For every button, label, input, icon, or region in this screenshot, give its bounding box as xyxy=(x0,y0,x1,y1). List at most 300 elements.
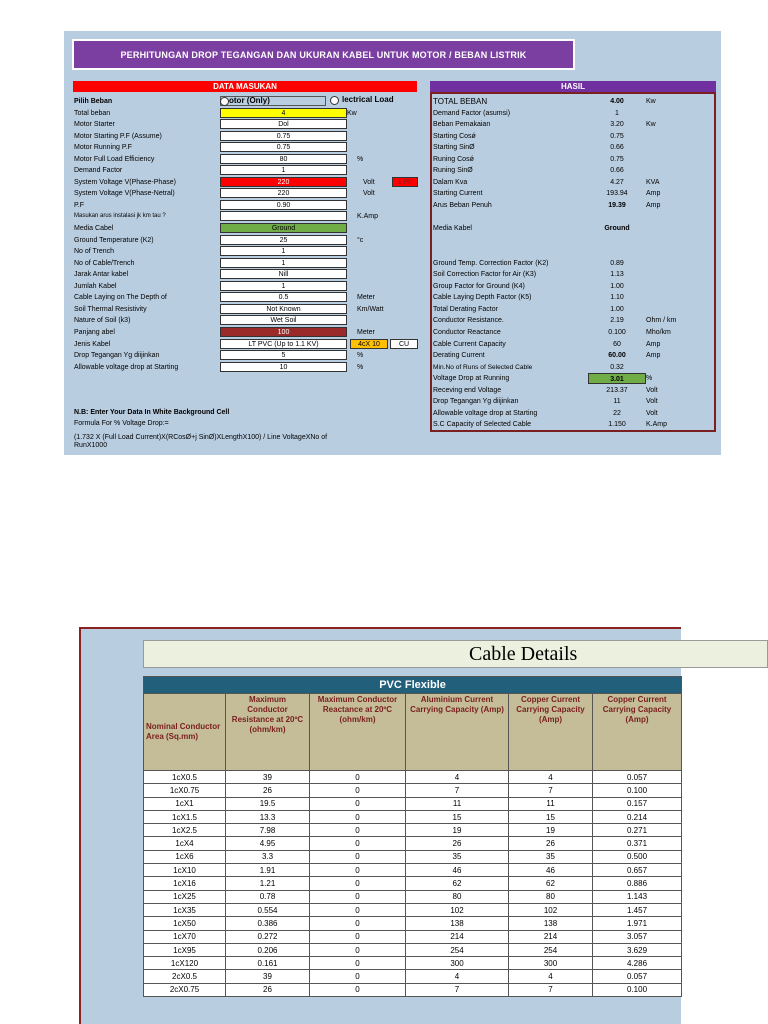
table-cell: 0.161 xyxy=(226,957,310,970)
result-label: Conductor Reactance xyxy=(433,329,501,336)
input-field[interactable]: 10 xyxy=(220,362,347,372)
electrical-load-label: lectrical Load xyxy=(342,95,394,104)
calculator-sheet xyxy=(64,31,721,455)
radio-icon[interactable] xyxy=(330,96,339,105)
table-cell: 7 xyxy=(509,983,593,996)
column-header: Aluminium Current Carrying Capacity (Amp) xyxy=(406,694,509,771)
result-label: TOTAL BEBAN xyxy=(433,97,488,106)
result-label: Drop Tegangan Yg diijinkan xyxy=(433,398,519,406)
input-field[interactable]: 0.75 xyxy=(220,131,347,141)
input-field[interactable]: 1 xyxy=(220,165,347,175)
table-row xyxy=(144,864,682,877)
result-label: Min.No of Runs of Selected Cable xyxy=(433,363,533,371)
table-cell: 0 xyxy=(310,771,406,784)
table-row xyxy=(144,837,682,850)
input-row xyxy=(73,108,430,120)
input-row xyxy=(73,142,430,154)
table-cell: 0.386 xyxy=(226,917,310,930)
result-row xyxy=(432,235,718,247)
table-cell: 0.157 xyxy=(593,797,682,810)
table-cell: 0 xyxy=(310,943,406,956)
input-row xyxy=(73,177,430,189)
result-row xyxy=(432,154,718,166)
result-row xyxy=(432,281,718,293)
table-cell: 0 xyxy=(310,903,406,916)
input-field[interactable]: Nill xyxy=(220,269,347,279)
input-field[interactable]: 1 xyxy=(220,246,347,256)
table-cell: 138 xyxy=(406,917,509,930)
input-field[interactable]: 5 xyxy=(220,350,347,360)
table-cell: 19 xyxy=(406,824,509,837)
result-label: Demand Factor (asumsi) xyxy=(433,109,511,117)
result-label: Dalam Kva xyxy=(433,178,468,186)
input-field[interactable]: 100 xyxy=(220,327,347,337)
table-cell: 2cX0.75 xyxy=(144,983,226,996)
result-unit: Amp xyxy=(646,201,661,209)
result-value: 1.00 xyxy=(610,282,624,290)
result-row xyxy=(432,315,718,327)
table-cell: 0.272 xyxy=(226,930,310,943)
input-unit: % xyxy=(357,352,364,360)
table-cell: 4.286 xyxy=(593,957,682,970)
table-cell: 11 xyxy=(509,797,593,810)
table-cell: 0.214 xyxy=(593,810,682,823)
input-row xyxy=(73,350,430,362)
table-cell: 3.057 xyxy=(593,930,682,943)
input-label: Demand Factor xyxy=(74,167,123,175)
table-cell: 15 xyxy=(406,810,509,823)
input-field[interactable]: 1 xyxy=(220,281,347,291)
table-cell: 4 xyxy=(509,771,593,784)
result-panel xyxy=(430,92,716,432)
result-row xyxy=(432,269,718,281)
table-cell: 3.3 xyxy=(226,850,310,863)
input-label: Jumlah Kabel xyxy=(74,282,117,290)
input-label: Panjang abel xyxy=(74,328,115,336)
load-type-label: Pilih Beban xyxy=(74,98,113,105)
input-label: Motor Starting P.F (Assume) xyxy=(74,132,162,140)
result-label: Receving end Voltage xyxy=(433,386,502,394)
result-label: Starting SinØ xyxy=(433,144,475,152)
result-label: Cable Laying Depth Factor (K5) xyxy=(433,294,532,302)
input-row xyxy=(73,235,430,247)
result-row xyxy=(432,362,718,374)
result-unit: Kw xyxy=(646,121,656,129)
input-label: Jarak Antar kabel xyxy=(74,271,129,279)
motor-only-option[interactable] xyxy=(220,96,326,106)
table-cell: 1.21 xyxy=(226,877,310,890)
input-unit: % xyxy=(357,363,364,371)
table-cell: 7 xyxy=(406,784,509,797)
table-cell: 4 xyxy=(406,771,509,784)
input-row xyxy=(73,223,430,235)
table-row xyxy=(144,917,682,930)
input-label: Allowable voltage drop at Starting xyxy=(74,363,179,371)
result-label: S.C Capacity of Selected Cable xyxy=(433,421,532,429)
result-unit: Amp xyxy=(646,340,661,348)
table-cell: 300 xyxy=(406,957,509,970)
table-row xyxy=(144,957,682,970)
input-unit: % xyxy=(357,155,364,163)
table-cell: 254 xyxy=(509,943,593,956)
input-row xyxy=(73,362,430,374)
table-cell: 39 xyxy=(226,771,310,784)
table-row xyxy=(144,983,682,996)
table-cell: 62 xyxy=(406,877,509,890)
table-cell: 0.78 xyxy=(226,890,310,903)
table-cell: 0.057 xyxy=(593,970,682,983)
input-row xyxy=(73,327,430,339)
result-value: 19.39 xyxy=(608,201,626,209)
table-cell: 1cX70 xyxy=(144,930,226,943)
table-cell: 4 xyxy=(509,970,593,983)
input-label: System Voltage V(Phase-Phase) xyxy=(74,178,176,186)
result-row xyxy=(432,327,718,339)
table-cell: 62 xyxy=(509,877,593,890)
table-cell: 0 xyxy=(310,970,406,983)
result-value: Ground xyxy=(604,225,630,233)
table-cell: 39 xyxy=(226,970,310,983)
note-line-2: Formula For % Voltage Drop:= xyxy=(74,420,169,427)
input-row xyxy=(73,339,430,351)
table-cell: 19 xyxy=(509,824,593,837)
result-row xyxy=(432,108,718,120)
column-header: Copper Current Carrying Capacity (Amp) xyxy=(509,694,593,771)
result-value: 3.20 xyxy=(610,121,624,129)
table-cell: 214 xyxy=(509,930,593,943)
input-section-header: DATA MASUKAN xyxy=(73,81,417,92)
table-cell: 1cX1.5 xyxy=(144,810,226,823)
input-field[interactable]: 0.5 xyxy=(220,292,347,302)
table-row xyxy=(144,850,682,863)
table-cell: 0 xyxy=(310,930,406,943)
input-label: Motor Starter xyxy=(74,121,115,129)
table-cell: 1cX120 xyxy=(144,957,226,970)
result-row xyxy=(432,258,718,270)
table-cell: 46 xyxy=(509,864,593,877)
result-row xyxy=(432,339,718,351)
table-cell: 1cX95 xyxy=(144,943,226,956)
result-value: 213.37 xyxy=(606,386,628,394)
input-row xyxy=(73,200,430,212)
input-field[interactable]: 0.90 xyxy=(220,200,347,210)
table-cell: 214 xyxy=(406,930,509,943)
column-header: Copper Current Carrying Capacity (Amp) xyxy=(593,694,682,771)
result-label: Conductor Resistance. xyxy=(433,317,504,325)
input-label: Cable Laying on The Depth of xyxy=(74,294,167,302)
input-row xyxy=(73,269,430,281)
input-label: Jenis Kabel xyxy=(74,340,111,348)
input-unit: Kw xyxy=(347,109,357,117)
input-row xyxy=(73,292,430,304)
result-row xyxy=(432,408,718,420)
result-label: Group Factor for Ground (K4) xyxy=(433,282,525,290)
table-row xyxy=(144,824,682,837)
result-label: Beban Pemakaian xyxy=(433,121,491,129)
table-cell: 102 xyxy=(509,903,593,916)
table-cell: 19.5 xyxy=(226,797,310,810)
column-header: Maximum Conductor Reactance at 20ºC (ohm/km) xyxy=(310,694,406,771)
result-label: Ground Temp. Correction Factor (K2) xyxy=(433,259,549,267)
table-row xyxy=(144,810,682,823)
input-field[interactable]: Wet Soil xyxy=(220,315,347,325)
input-row xyxy=(73,165,430,177)
table-cell: 80 xyxy=(509,890,593,903)
table-cell: 0.500 xyxy=(593,850,682,863)
table-row xyxy=(144,771,682,784)
result-value: 1.13 xyxy=(610,271,624,279)
result-label: Soil Correction Factor for Air (K3) xyxy=(433,271,537,279)
input-row xyxy=(73,304,430,316)
input-field[interactable]: 80 xyxy=(220,154,347,164)
result-row xyxy=(432,119,718,131)
table-row xyxy=(144,877,682,890)
table-cell: 0.371 xyxy=(593,837,682,850)
result-label: Media Kabel xyxy=(433,225,472,233)
phase-selector[interactable]: 1 Ph xyxy=(392,177,418,187)
result-value: 0.89 xyxy=(610,259,624,267)
table-cell: 1.143 xyxy=(593,890,682,903)
input-label: Soil Thermal Resistivity xyxy=(74,305,147,313)
table-cell: 0 xyxy=(310,797,406,810)
result-row xyxy=(432,200,718,212)
table-cell: 13.3 xyxy=(226,810,310,823)
table-cell: 0.206 xyxy=(226,943,310,956)
cable-details-title: Cable Details xyxy=(143,640,768,668)
result-value: 0.66 xyxy=(610,167,624,175)
table-cell: 35 xyxy=(509,850,593,863)
input-field[interactable]: 220 xyxy=(220,177,347,187)
table-caption: PVC Flexible xyxy=(144,677,682,694)
table-cell: 1.971 xyxy=(593,917,682,930)
table-cell: 0.057 xyxy=(593,771,682,784)
input-label: Motor Full Load Efficiency xyxy=(74,155,155,163)
result-row xyxy=(432,350,718,362)
table-cell: 0 xyxy=(310,784,406,797)
input-label: Nature of Soil (k3) xyxy=(74,317,131,325)
table-cell: 1cX1 xyxy=(144,797,226,810)
input-row xyxy=(73,315,430,327)
input-label: Motor Running P.F xyxy=(74,144,132,152)
table-row xyxy=(144,903,682,916)
table-cell: 1cX16 xyxy=(144,877,226,890)
input-field[interactable]: 25 xyxy=(220,235,347,245)
table-cell: 300 xyxy=(509,957,593,970)
result-row xyxy=(432,165,718,177)
table-cell: 0.271 xyxy=(593,824,682,837)
table-cell: 26 xyxy=(226,784,310,797)
cable-size-cell[interactable]: 4cX 10 xyxy=(350,339,388,349)
result-label: Starting Current xyxy=(433,190,483,198)
electrical-load-option[interactable] xyxy=(330,96,442,106)
table-cell: 1cX4 xyxy=(144,837,226,850)
input-label: No of Cable/Trench xyxy=(74,259,135,267)
table-cell: 0.886 xyxy=(593,877,682,890)
result-value: 1.150 xyxy=(608,421,626,429)
table-cell: 0.100 xyxy=(593,983,682,996)
input-row xyxy=(73,119,430,131)
input-label: No of Trench xyxy=(74,248,115,256)
table-cell: 0.657 xyxy=(593,864,682,877)
note-line-3: (1.732 X (Full Load Current)X(RCosØ+j SinØ)XLengthX100) / Line VoltageXNo of RunX1000 xyxy=(74,434,328,449)
table-row xyxy=(144,943,682,956)
result-row xyxy=(432,373,718,385)
result-unit: Amp xyxy=(646,352,661,360)
result-label: Arus Beban Penuh xyxy=(433,201,492,209)
input-label: System Voltage V(Phase-Netral) xyxy=(74,190,175,198)
result-row xyxy=(432,419,718,431)
table-cell: 0 xyxy=(310,983,406,996)
table-cell: 0 xyxy=(310,810,406,823)
table-row xyxy=(144,797,682,810)
table-cell: 0 xyxy=(310,864,406,877)
table-cell: 1cX25 xyxy=(144,890,226,903)
result-value: 3.01 xyxy=(588,373,646,384)
result-row xyxy=(432,304,718,316)
input-field[interactable] xyxy=(220,211,347,221)
result-label: Cable Current Capacity xyxy=(433,340,506,348)
table-cell: 1cX50 xyxy=(144,917,226,930)
table-cell: 11 xyxy=(406,797,509,810)
input-unit: Volt xyxy=(363,190,375,198)
result-unit: Volt xyxy=(646,386,658,394)
result-value: 4.27 xyxy=(610,178,624,186)
table-cell: 0.554 xyxy=(226,903,310,916)
table-cell: 1.457 xyxy=(593,903,682,916)
input-field[interactable]: Not Known xyxy=(220,304,347,314)
result-row xyxy=(432,223,718,235)
table-cell: 254 xyxy=(406,943,509,956)
result-label: Voltage Drop at Running xyxy=(433,375,510,383)
table-cell: 138 xyxy=(509,917,593,930)
result-value: 1 xyxy=(615,109,619,117)
result-label: Derating Current xyxy=(433,352,485,360)
table-cell: 15 xyxy=(509,810,593,823)
result-value: 0.32 xyxy=(610,363,624,371)
input-label: Drop Tegangan Yg diijinkan xyxy=(74,352,160,360)
load-type-row xyxy=(73,96,430,108)
motor-only-label: otor (Only) xyxy=(229,96,270,105)
table-cell: 0.100 xyxy=(593,784,682,797)
input-row xyxy=(73,246,430,258)
table-cell: 3.629 xyxy=(593,943,682,956)
result-value: 60 xyxy=(613,340,621,348)
radio-icon[interactable] xyxy=(220,97,229,106)
table-cell: 0 xyxy=(310,957,406,970)
input-field[interactable]: 4 xyxy=(220,108,347,118)
result-unit: Kw xyxy=(646,98,656,105)
input-label: Media Cabel xyxy=(74,225,114,232)
input-row xyxy=(73,188,430,200)
result-value: 4.00 xyxy=(610,98,624,105)
result-value: 1.10 xyxy=(610,294,624,302)
result-label: Total Derating Factor xyxy=(433,305,498,313)
result-label: Runing SinØ xyxy=(433,167,473,175)
table-row xyxy=(144,784,682,797)
column-header: Nominal Conductor Area (Sq.mm) xyxy=(144,694,226,771)
result-value: 0.75 xyxy=(610,155,624,163)
result-section-header: HASIL xyxy=(430,81,716,92)
result-row xyxy=(432,385,718,397)
result-row xyxy=(432,246,718,258)
table-cell: 0 xyxy=(310,890,406,903)
result-row xyxy=(432,142,718,154)
table-cell: 1.91 xyxy=(226,864,310,877)
table-cell: 1cX0.5 xyxy=(144,771,226,784)
table-cell: 35 xyxy=(406,850,509,863)
table-cell: 102 xyxy=(406,903,509,916)
input-unit: Km/Watt xyxy=(357,305,384,313)
input-field[interactable]: 1 xyxy=(220,258,347,268)
input-field[interactable]: Ground xyxy=(220,223,347,233)
result-unit: Mho/km xyxy=(646,329,671,336)
input-unit: K.Amp xyxy=(357,213,379,221)
table-cell: 26 xyxy=(406,837,509,850)
cable-details-table xyxy=(143,676,682,997)
result-row xyxy=(432,212,718,224)
table-cell: 4 xyxy=(406,970,509,983)
result-label: Starting Cosǿ xyxy=(433,132,476,140)
result-row xyxy=(432,177,718,189)
input-row xyxy=(73,211,430,223)
input-row xyxy=(73,131,430,143)
input-field[interactable]: Dol xyxy=(220,119,347,129)
result-value: 0.75 xyxy=(610,132,624,140)
table-row xyxy=(144,970,682,983)
input-label: Masukan arus instalasi jk km tau ? xyxy=(74,213,166,220)
result-row xyxy=(432,188,718,200)
table-cell: 1cX6 xyxy=(144,850,226,863)
table-cell: 26 xyxy=(226,983,310,996)
result-unit: Amp xyxy=(646,190,661,198)
table-cell: 1cX2.5 xyxy=(144,824,226,837)
input-unit: °c xyxy=(357,236,364,244)
result-row xyxy=(432,292,718,304)
result-value: 22 xyxy=(613,409,621,417)
result-value: 11 xyxy=(613,398,621,406)
input-field[interactable]: 220 xyxy=(220,188,347,198)
cable-material-cell[interactable]: CU xyxy=(390,339,418,349)
result-value: 193.94 xyxy=(606,190,628,198)
input-label: Total beban xyxy=(74,109,111,117)
result-row xyxy=(432,396,718,408)
input-field[interactable]: LT PVC (Up to 1.1 KV) xyxy=(220,339,347,349)
input-row xyxy=(73,258,430,270)
input-label: P.F xyxy=(74,201,84,209)
table-cell: 7 xyxy=(509,784,593,797)
table-cell: 0 xyxy=(310,917,406,930)
result-unit: % xyxy=(646,375,653,383)
table-cell: 1cX10 xyxy=(144,864,226,877)
table-cell: 80 xyxy=(406,890,509,903)
result-value: 0.66 xyxy=(610,144,624,152)
result-unit: Volt xyxy=(646,398,658,406)
input-unit: Meter xyxy=(357,328,375,336)
table-cell: 0 xyxy=(310,850,406,863)
result-value: 2.19 xyxy=(610,317,624,325)
input-field[interactable]: 0.75 xyxy=(220,142,347,152)
result-value: 0.100 xyxy=(608,329,626,336)
table-cell: 7 xyxy=(406,983,509,996)
sheet-title: PERHITUNGAN DROP TEGANGAN DAN UKURAN KABEL UNTUK MOTOR / BEBAN LISTRIK xyxy=(72,39,575,70)
table-cell: 0 xyxy=(310,824,406,837)
input-unit: Meter xyxy=(357,294,375,302)
input-unit: Volt xyxy=(363,178,375,186)
result-row xyxy=(432,131,718,143)
table-cell: 4.95 xyxy=(226,837,310,850)
input-row xyxy=(73,154,430,166)
result-unit: KVA xyxy=(646,178,660,186)
